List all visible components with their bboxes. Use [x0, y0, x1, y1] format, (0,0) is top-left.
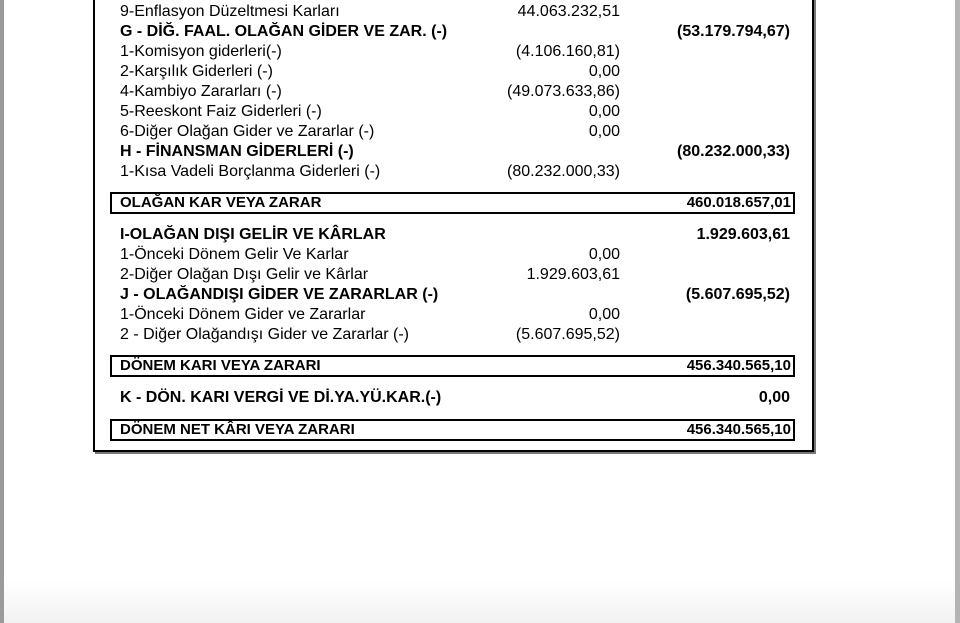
row-detail-value: 0,00: [588, 306, 620, 323]
row-label: 2-Diğer Olağan Dışı Gelir ve Kârlar: [120, 266, 369, 283]
statement-row: [120, 42, 792, 62]
row-label: 2 - Diğer Olağandışı Gider ve Zararlar (-): [120, 326, 409, 343]
row-detail-value: 44.063.232,51: [517, 3, 620, 20]
statement-row: [120, 102, 792, 122]
statement-row: [120, 305, 792, 325]
row-detail-value: 0,00: [588, 103, 620, 120]
row-total-value: 0,00: [758, 389, 790, 406]
row-label: 1-Önceki Dönem Gider ve Zararlar: [120, 306, 366, 323]
total-row-ordinary-profit: [110, 192, 795, 214]
row-detail-value: (4.106.160,81): [515, 43, 620, 60]
row-total-value: (80.232.000,33): [677, 143, 790, 160]
row-total-value: (53.179.794,67): [677, 23, 790, 40]
row-label: 4-Kambiyo Zararları (-): [120, 83, 282, 100]
row-detail-value: (49.073.633,86): [507, 83, 620, 100]
row-label: 1-Kısa Vadeli Borçlanma Giderleri (-): [120, 163, 381, 180]
row-label: 1-Önceki Dönem Gelir Ve Karlar: [120, 246, 349, 263]
statement-section-heading: [120, 388, 792, 408]
statement-row: [120, 62, 792, 82]
row-label: 1-Komisyon giderleri(-): [120, 43, 282, 60]
total-value: 460.018.657,01: [686, 194, 791, 211]
statement-row: [120, 265, 792, 285]
statement-row: [120, 162, 792, 182]
total-label: DÖNEM NET KÂRI VEYA ZARARI: [120, 421, 355, 438]
row-label: 9-Enflasyon Düzeltmesi Karları: [120, 3, 340, 20]
row-total-value: (5.607.695,52): [685, 286, 790, 303]
statement-row: [120, 325, 792, 345]
row-detail-value: (5.607.695,52): [515, 326, 620, 343]
total-value: 456.340.565,10: [686, 421, 791, 438]
row-detail-value: 0,00: [588, 246, 620, 263]
statement-row: [120, 122, 792, 142]
row-detail-value: 0,00: [588, 123, 620, 140]
row-total-value: 1.929.603,61: [696, 226, 790, 243]
statement-section-heading: [120, 225, 792, 245]
statement-section-heading: [120, 22, 792, 42]
statement-section-heading: [120, 142, 792, 162]
total-row-net-profit: [110, 419, 795, 441]
row-label: J - OLAĞANDIŞI GİDER VE ZARARLAR (-): [120, 286, 439, 303]
row-label: 5-Reeskont Faiz Giderleri (-): [120, 103, 322, 120]
total-value: 456.340.565,10: [686, 357, 791, 374]
row-label: G - DİĞ. FAAL. OLAĞAN GİDER VE ZAR. (-): [120, 23, 448, 40]
row-detail-value: 1.929.603,61: [526, 266, 620, 283]
viewer-left-edge: [0, 0, 4, 623]
row-label: 6-Diğer Olağan Gider ve Zararlar (-): [120, 123, 375, 140]
statement-section-heading: [120, 285, 792, 305]
row-label: 2-Karşılık Giderleri (-): [120, 63, 273, 80]
row-detail-value: (80.232.000,33): [507, 163, 620, 180]
row-label: I-OLAĞAN DIŞI GELİR VE KÂRLAR: [120, 226, 386, 243]
page-shadow: [4, 580, 955, 623]
statement-row: [120, 82, 792, 102]
total-row-period-profit: [110, 355, 795, 377]
statement-row: [120, 245, 792, 265]
total-label: DÖNEM KARI VEYA ZARARI: [120, 357, 321, 374]
row-label: K - DÖN. KARI VERGİ VE Dİ.YA.YÜ.KAR.(-): [120, 389, 442, 406]
row-detail-value: 0,00: [588, 63, 620, 80]
total-label: OLAĞAN KAR VEYA ZARAR: [120, 194, 322, 211]
viewer-scrollbar[interactable]: [955, 0, 960, 623]
row-label: H - FİNANSMAN GİDERLERİ (-): [120, 143, 354, 160]
statement-row: [120, 2, 792, 22]
